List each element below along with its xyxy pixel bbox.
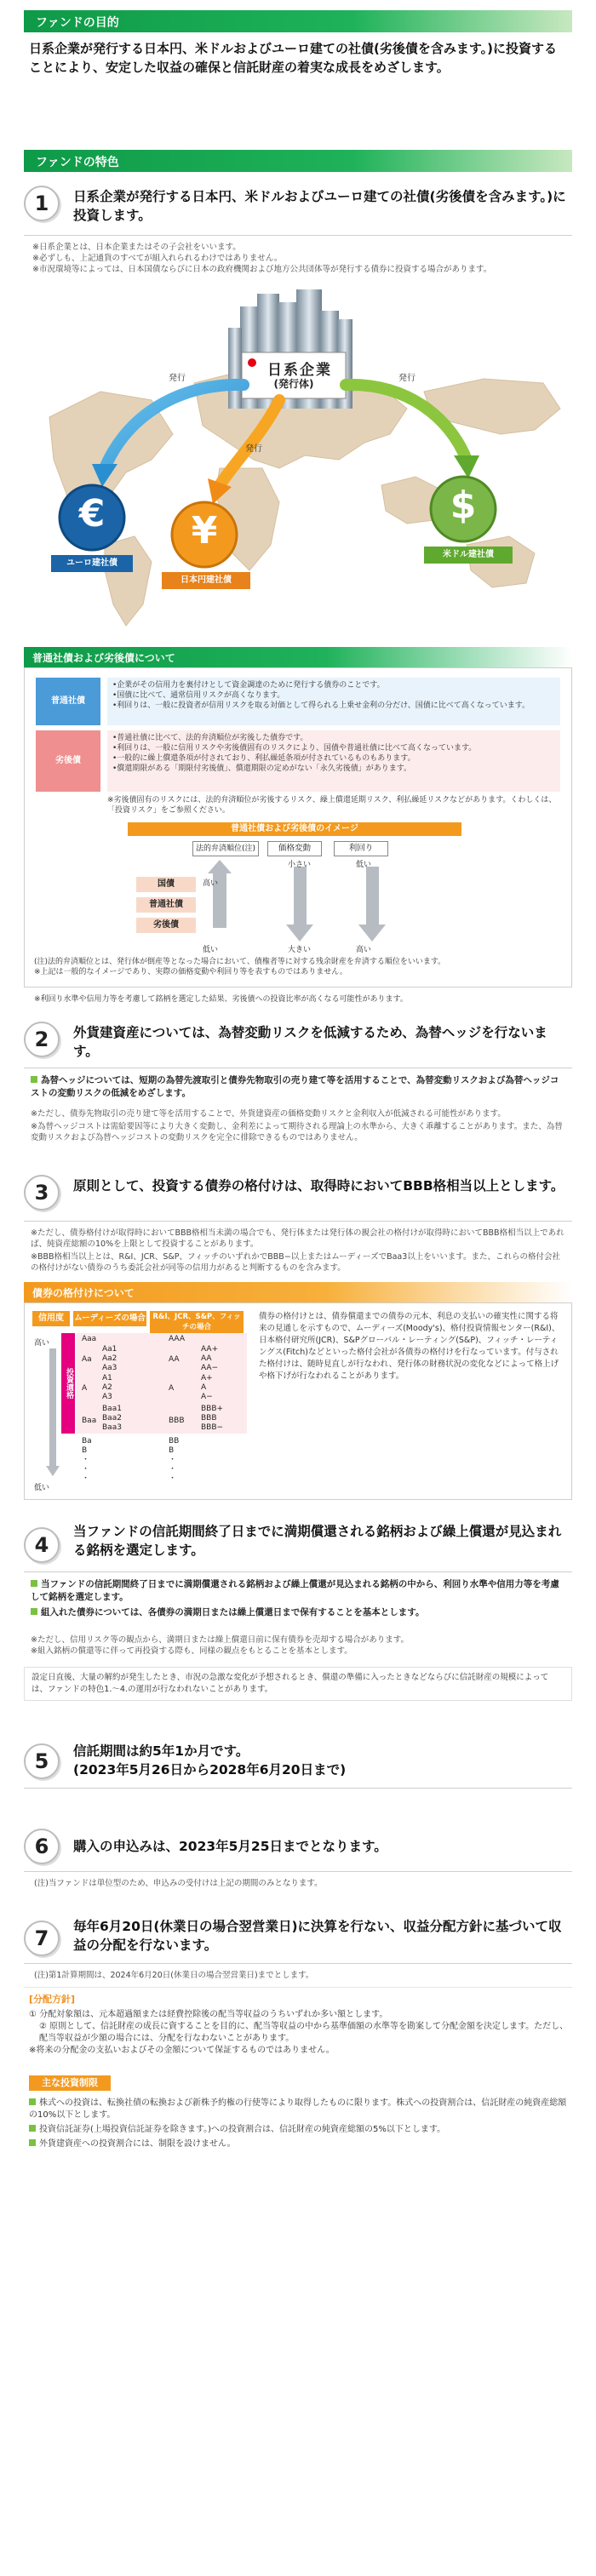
moodys-header: ムーディーズの場合	[73, 1311, 146, 1326]
feature-5	[24, 1740, 572, 1783]
credit-low: 低い	[34, 1484, 50, 1492]
policy-heading: [分配方針]	[29, 1994, 76, 2005]
feature-2-notes: ※ただし、債券先物取引の売り建て等を活用することで、外貨建資産の価格変動リスクと金利収入が低減される可能性があります。 ※為替ヘッジコストは需給要因等により大きく変動し、金利差によって期待される理論上の水準から、大きく乖離することがあります。また、為替変動リスクおよび為替ヘッジコストの変動リスクを完全に排除できるものではありません。	[31, 1109, 563, 1142]
issuer-map	[24, 289, 572, 638]
others-group: BBB	[169, 1417, 185, 1425]
purpose-heading: ファンドの目的	[24, 10, 572, 32]
world-map-illustration	[24, 289, 572, 638]
moodys-group: Aaa	[82, 1335, 97, 1343]
feature-7-note: (注)第1計算期間は、2024年6月20日(休業日の場合翌営業日)までとします。	[34, 1971, 314, 1980]
feature-1-notes: ※日系企業とは、日本企業またはその子会社をいいます。 ※必ずしも、上記通貨のすべてが組入れられるわけではありません。 ※市況環境等によっては、日本国債ならびに日本の政府機関および地方公共団体等が発行する債券に投資する場合があります。	[32, 243, 492, 274]
yen-bond-label: 日本円建社債	[162, 572, 250, 589]
others-ratings-bbb: BBB+ BBB BBB−	[201, 1405, 224, 1432]
feature-3	[24, 1175, 572, 1217]
sub-bond-label: 劣後債	[36, 730, 100, 792]
feature-6	[24, 1829, 572, 1866]
feature-title: 毎年6月20日(休業日の場合翌営業日)に決算を行ない、収益分配方針に基づいて収益の分配を行ないます。	[73, 1919, 562, 1953]
features-heading: ファンドの特色	[24, 150, 572, 172]
feature-title: 購入の申込みは、2023年5月25日までとなります。	[73, 1839, 387, 1854]
bond-image-note3: ※利回り水準や信用力等を考慮して銘柄を選定した結果、劣後債への投資比率が高くなる可能性があります。	[34, 995, 408, 1004]
big-label: 大きい	[288, 946, 312, 954]
policy-list: ① 分配対象額は、元本超過額または経費控除後の配当等収益のうちいずれか多い額とします。 ② 原則として、信託財産の成長に資することを目的に、配当等収益の中から基準価額の水準等を勘案して分配金額を決定します。ただし、配当等収益が少額の場合には、分配を行なわないことがあります。 ※将来の分配金の支払いおよびその金額について保証するものではありません。	[29, 2010, 569, 2055]
others-ratings-low: BB B ・ ・ ・	[169, 1437, 180, 1483]
others-group: A	[169, 1384, 175, 1393]
others-ratings-aa: AA+ AA AA−	[201, 1345, 219, 1372]
credit-label: 信用度	[32, 1311, 70, 1326]
issuer-sub-label: (発行体)	[273, 378, 314, 390]
others-group: AAA	[169, 1335, 185, 1343]
issue-label-center: 発行	[245, 444, 262, 454]
moodys-group: A	[82, 1384, 88, 1393]
others-header: R&I、JCR、S&P、フィッチの場合	[150, 1311, 244, 1333]
feature-3-notes: ※ただし、債券格付けが取得時においてBBB格相当未満の場合でも、発行体または発行体の親会社の格付けが取得時においてBBB格相当以上であれば、純資産総額の10%を上限として投資することがあります。 ※BBB格相当以上とは、R&I、JCR、S&P、フィッチのいずれかでBBB−以上またはムーディーズでBaa3以上をいいます。また、これらの格付会社の格付けがない債券のうち委託会社が同等の信用力があると判断するものを含みます。	[31, 1228, 564, 1273]
yield-header: 利回り	[334, 841, 388, 856]
feature-number: 2	[24, 1022, 60, 1057]
bond-image-notes: (注)法的弁済順位とは、発行体が倒産等となった場合において、債権者等に対する残余財産を弁済する順位をいいます。 ※上記は一般的なイメージであり、実際の価格変動や利回り等を表すものではありません。	[34, 958, 446, 976]
feature-number: 1	[24, 186, 60, 221]
feature-number: 7	[24, 1921, 60, 1956]
feature-title: 原則として、投資する債券の格付けは、取得時においてBBB格相当以上とします。	[73, 1178, 564, 1194]
others-ratings-a: A+ A A−	[201, 1374, 213, 1401]
moodys-group: Baa	[82, 1417, 97, 1425]
feature-title: 外貨建資産については、為替変動リスクを低減するため、為替ヘッジを行ないます。	[73, 1025, 547, 1059]
rating-tab: 債券の格付けについて	[24, 1282, 572, 1302]
feature-number: 3	[24, 1175, 60, 1211]
feature-2-bullet: 為替ヘッジについては、短期の為替先渡取引と債券先物取引の売り建て等を活用することで、為替変動リスクおよび為替ヘッジコストの変動リスクの低減をめざします。	[31, 1075, 559, 1098]
yield-low-label: 低い	[356, 861, 372, 869]
yen-icon: ¥	[191, 509, 218, 552]
order-high-label: 高い	[203, 879, 219, 888]
feature-4	[24, 1520, 572, 1563]
dollar-icon: $	[450, 484, 477, 527]
usd-bond-label: 米ドル建社債	[424, 547, 513, 564]
bond-image-title: 普通社債および劣後債のイメージ	[128, 822, 461, 836]
limits-list: 株式への投資は、転換社債の転換および新株予約権の行使等により取得したものに限ります。株式への投資割合は、信託財産の純資産総額の10%以下とします。 投資信託証券(上場投資信託証券を除きます。)への投資割合は、信託財産の純資産総額の5%以下とします。 外貨建資産への投資割合には、制限を設けません。	[29, 2098, 567, 2149]
feature-4-notes: ※ただし、信用リスク等の観点から、満期日または繰上償還日前に保有債券を売却する場合があります。 ※組入銘柄の償還等に伴って再投資する際も、同様の観点をもとることを基本とします。	[31, 1635, 410, 1656]
feature-title: 日系企業が発行する日本円、米ドルおよびユーロ建ての社債(劣後債を含みます。)に投資します。	[73, 189, 566, 223]
sub-bond-row: 劣後債	[136, 918, 196, 933]
yield-high-label: 高い	[356, 946, 372, 954]
legal-order-header: 法的弁済順位(注)	[192, 841, 259, 856]
feature-1	[24, 186, 572, 228]
sub-bond-points: •普通社債に比べて、法的弁済順位が劣後した債券です。 •利回りは、一般に信用リスクや劣後債固有のリスクにより、国債や普通社債に比べて高くなっています。 •一般的に繰上償還条項が付されており、利払繰延条項が付されているものもあります。 •償還期限がある「期限付劣後債」、償還期限の定めがない「永久劣後債」があります。	[107, 730, 560, 792]
feature-number: 6	[24, 1829, 60, 1864]
price-change-header: 価格変動	[267, 841, 322, 856]
order-low-label: 低い	[203, 946, 219, 954]
moodys-ratings-baa: Baa1 Baa2 Baa3	[102, 1405, 122, 1432]
credit-arrow	[44, 1348, 61, 1476]
feature-number: 5	[24, 1743, 60, 1779]
feature-2	[24, 1022, 572, 1064]
feature-6-note: (注)当ファンドは単位型のため、申込みの受付けは上記の期間のみとなります。	[34, 1879, 323, 1888]
moodys-group: Aa	[82, 1355, 92, 1364]
normal-bond-row: 普通社債	[136, 897, 196, 913]
purpose-text: 日系企業が発行する日本円、米ドルおよびユーロ建ての社債(劣後債を含みます。)に投資することにより、安定した収益の確保と信託財産の着実な成長をめざします。	[29, 41, 558, 75]
issuer-label: 日系企業	[267, 362, 332, 379]
moodys-ratings-a: A1 A2 A3	[102, 1374, 112, 1401]
small-label: 小さい	[288, 861, 312, 869]
feature-title: 当ファンドの信託期間終了日までに満期償還される銘柄および繰上償還が見込まれる銘柄を選定します。	[73, 1524, 562, 1558]
euro-bond-label: ユーロ建社債	[51, 555, 133, 572]
feature-number: 4	[24, 1527, 60, 1563]
issue-label-left: 発行	[169, 374, 186, 383]
euro-icon: €	[78, 492, 106, 535]
feature-title: 信託期間は約5年1か月です。 (2023年5月26日から2028年6月20日まで)	[73, 1743, 347, 1777]
feature-7	[24, 1915, 572, 1958]
moodys-ratings-aa: Aa1 Aa2 Aa3	[102, 1345, 117, 1372]
credit-high: 高い	[34, 1339, 50, 1348]
issue-label-right: 発行	[398, 374, 415, 383]
moodys-ratings-low: Ba B ・ ・ ・	[82, 1437, 92, 1483]
rating-description: 債券の格付けとは、債券償還までの債券の元本、利息の支払いの確実性に関する将来の見通しを示すもので、ムーディーズ(Moody's)、格付投資情報センター(R&I)、日本格付研究所(JCR)、S&Pグローバル・レーティング(S&P)、フィッチ・レーティングス(Fitch)などといった格付会社が各債券の格付けを行なっています。付与された格付けは、随時見直しが行なわれ、発行体の財務状況の変化などによって格上げや格下げが行なわれることがあります。	[259, 1312, 560, 1381]
sub-bond-note: ※劣後債固有のリスクには、法的弁済順位が劣後するリスク、繰上償還延期リスク、利払繰延リスクなどがあります。くわしくは、「投資リスク」をご参照ください。	[107, 796, 557, 815]
jgb-row: 国債	[136, 877, 196, 892]
normal-bond-points: •企業がその信用力を裏付けとして資金調達のために発行する債券のことです。 •国債に比べて、通常信用リスクが高くなります。 •利回りは、一般に投資者が信用リスクを取る対価として得られる上乗せ金利の分だけ、国債に比べて高くなっています。	[107, 678, 560, 725]
investment-grade-label: 投資適格	[61, 1333, 75, 1434]
normal-bond-label: 普通社債	[36, 678, 100, 725]
feature-4-para: 設定日直後、大量の解約が発生したとき、市況の急激な変化が予想されるとき、償還の準備に入ったときなどならびに信託財産の規模によっては、ファンドの特色1.～4.の運用が行なわれないことがあります。	[24, 1667, 572, 1701]
others-group: AA	[169, 1355, 180, 1364]
limits-heading: 主な投資制限	[29, 2075, 111, 2091]
feature-4-bullets: 当ファンドの信託期間終了日までに満期償還される銘柄および繰上償還が見込まれる銘柄の中から、利回り水準や信用力等を考慮して銘柄を選定します。 組入れた債券については、各債券の満期日または繰上償還日まで保有することを基本とします。	[31, 1579, 559, 1617]
bonds-tab: 普通社債および劣後債について	[24, 647, 572, 667]
